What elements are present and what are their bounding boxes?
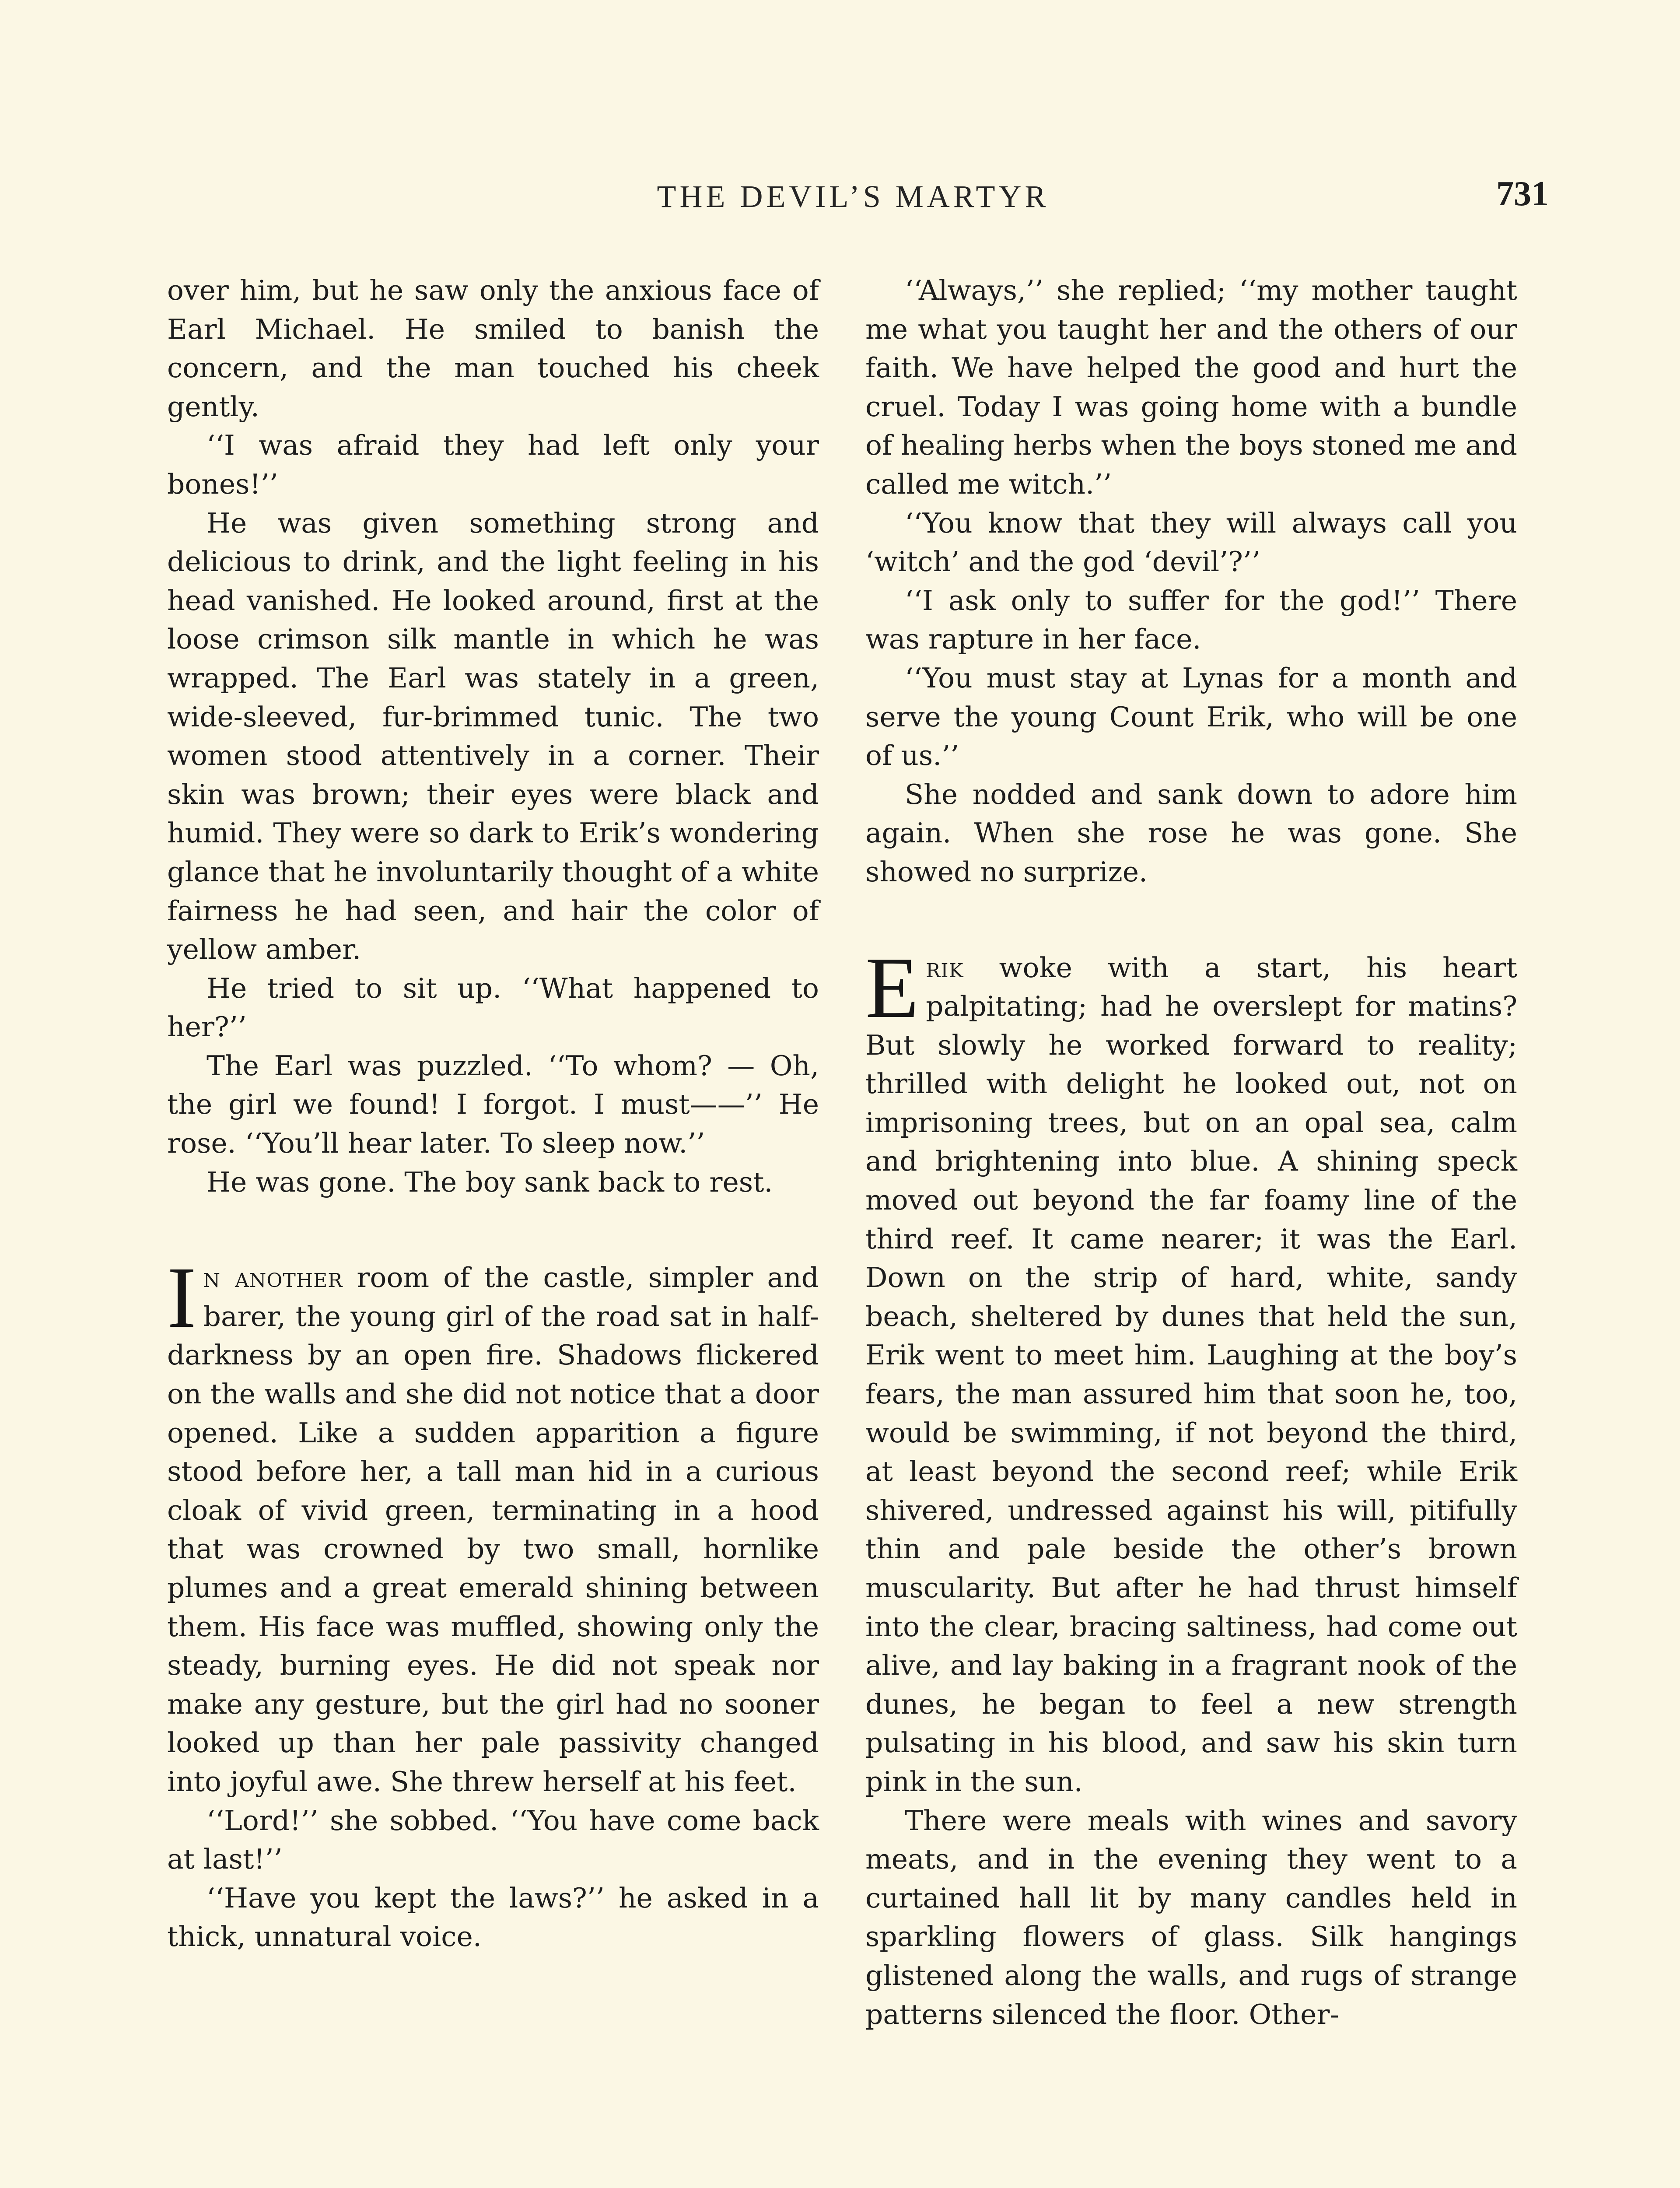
drop-cap: I <box>167 1249 196 1346</box>
paragraph: She nodded and sank down to adore him again. When she rose he was gone. She showed no surprize. <box>865 778 1517 888</box>
section-opening-paragraph <box>167 1249 819 1801</box>
paragraph: He tried to sit up. ‘‘What happened to her?’’ <box>167 972 819 1043</box>
section-opening-paragraph <box>865 939 1517 1802</box>
paragraph: The Earl was puzzled. ‘‘To whom? — Oh, the girl we found! I forgot. I must——’’ He rose. ‘‘You’ll hear later. To sleep now.’’ <box>167 1049 819 1160</box>
right-column <box>865 271 1517 2034</box>
paragraph: There were meals with wines and savory meats, and in the evening they went to a curtained hall lit by many candles held in sparkling flowers of glass. Silk hangings glistened along the walls, and rugs of strange patterns silenced the floor. Other- <box>865 1804 1517 2030</box>
page-number: 731 <box>1496 175 1549 213</box>
paragraph: ‘‘You must stay at Lynas for a month and serve the young Count Erik, who will be one of us.’’ <box>865 662 1517 772</box>
paragraph: ‘‘Have you kept the laws?’’ he asked in a thick, unnatural voice. <box>167 1882 819 1953</box>
paragraph: over him, but he saw only the anxious face of Earl Michael. He smiled to banish the concern, and the man touched his cheek gently. <box>167 274 819 423</box>
paragraph: He was given something strong and delicious to drink, and the light feeling in his head vanished. He looked around, first at the loose crimson silk mantle in which he was wrapped. The Earl was stately in a green, wide-sleeved, fur-brimmed tunic. The two women stood attentively in a corner. Their skin was brown; their eyes were black and humid. They were so dark to Erik’s wondering glance that he involuntarily thought of a white fairness he had seen, and hair the color of yellow amber. <box>167 507 819 966</box>
paragraph: ‘‘I was afraid they had left only your bones!’’ <box>167 429 819 500</box>
drop-cap: E <box>865 939 919 1036</box>
paragraph: ‘‘You know that they will always call you ‘witch’ and the god ‘devil’?’’ <box>865 507 1517 578</box>
paragraph: He was gone. The boy sank back to rest. <box>206 1166 773 1198</box>
paragraph-text: woke with a start, his heart palpitating; had he overslept for matins? But slowly he worked forward to reality; thrilled with delight he looked out, not on imprisoning trees, but on an opal sea, calm and brightening into blue. A shining speck moved out beyond the far foamy line of the third reef. It came nearer; it was the Earl. Down on the strip of hard, white, sandy beach, sheltered by dunes that held the sun, Erik went to meet him. Laughing at the boy’s fears, the man assured him that soon he, too, would be swimming, if not beyond the third, at least beyond the second reef; while Erik shivered, undressed against his will, pitifully thin and pale beside the other’s brown muscularity. But after he had thrust himself into the clear, bracing saltiness, had come out alive, and lay baking in a fragrant nook of the dunes, he began to feel a new strength pulsating in his blood, and saw his skin turn pink in the sun. <box>865 951 1517 1798</box>
paragraph-text: room of the castle, simpler and barer, the young girl of the road sat in half-darkness by an open fire. Shadows flickered on the walls and she did not notice that a door opened. Like a sudden apparition a figure stood before her, a tall man hid in a curious cloak of vivid green, terminating in a hood that was crowned by two small, hornlike plumes and a great emerald shining between them. His face was muffled, showing only the steady, burning eyes. He did not speak nor make any gesture, but the girl had no sooner looked up than her pale passivity changed into joyful awe. She threw herself at his feet. <box>167 1262 819 1798</box>
paragraph: ‘‘Always,’’ she replied; ‘‘my mother taught me what you taught her and the others of our faith. We have helped the good and hurt the cruel. Today I was going home with a bundle of healing herbs when the boys stoned me and called me witch.’’ <box>865 274 1517 500</box>
left-column <box>167 271 819 1957</box>
small-caps-lead: n another <box>203 1262 343 1294</box>
small-caps-lead: rik <box>926 951 964 984</box>
paragraph: ‘‘I ask only to suffer for the god!’’ There was rapture in her face. <box>865 584 1517 656</box>
paragraph: ‘‘Lord!’’ she sobbed. ‘‘You have come back at last!’’ <box>167 1804 819 1876</box>
running-title: THE DEVIL’S MARTYR <box>657 179 1050 214</box>
